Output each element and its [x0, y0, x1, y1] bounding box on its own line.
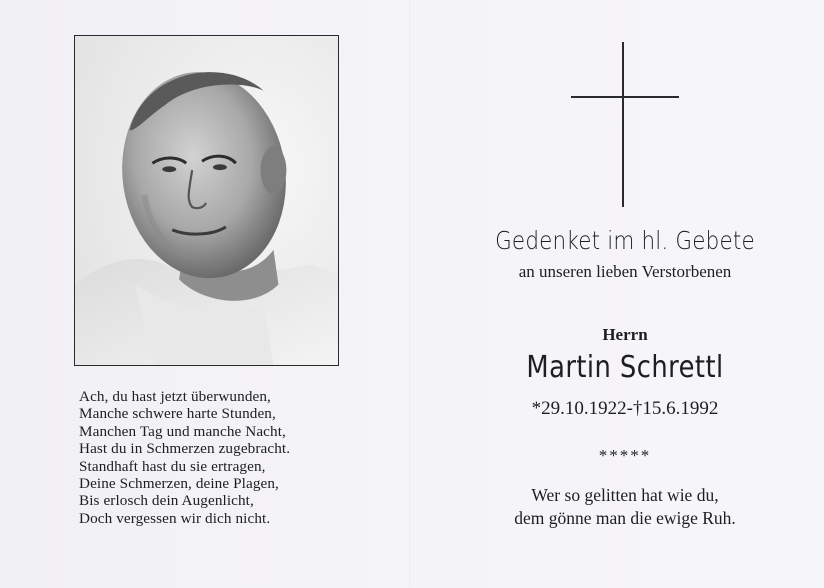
poem-line: Ach, du hast jetzt überwunden,: [79, 388, 271, 405]
star-divider: *****: [598, 446, 652, 465]
subline: an unseren lieben Verstorbenen: [518, 262, 732, 281]
closing-line: Wer so gelitten hat wie du,: [531, 485, 719, 505]
deceased-name: Martin Schrettl: [526, 350, 724, 385]
cross-icon: [571, 42, 679, 207]
poem-line: Manche schwere harte Stunden,: [79, 405, 276, 423]
headline: Gedenket im hl. Gebete: [495, 226, 755, 255]
life-dates: *29.10.1922-†15.6.1992: [531, 398, 719, 419]
poem: [79, 388, 379, 527]
portrait-photo: [74, 35, 339, 366]
poem-line: Hast du in Schmerzen zugebracht.: [79, 440, 291, 458]
poem-line: Manchen Tag und manche Nacht,: [79, 422, 286, 440]
closing-verse: [430, 484, 820, 530]
card-fold: [409, 0, 411, 588]
honorific: Herrn: [602, 325, 648, 344]
poem-line: Standhaft hast du sie ertragen,: [79, 457, 266, 475]
poem-line: Doch vergessen wir dich nicht.: [79, 509, 271, 527]
poem-line: Deine Schmerzen, deine Plagen,: [79, 475, 279, 493]
portrait-illustration: [75, 36, 338, 365]
poem-line: Bis erlosch dein Augenlicht,: [79, 492, 254, 510]
closing-line: dem gönne man die ewige Ruh.: [514, 508, 736, 528]
